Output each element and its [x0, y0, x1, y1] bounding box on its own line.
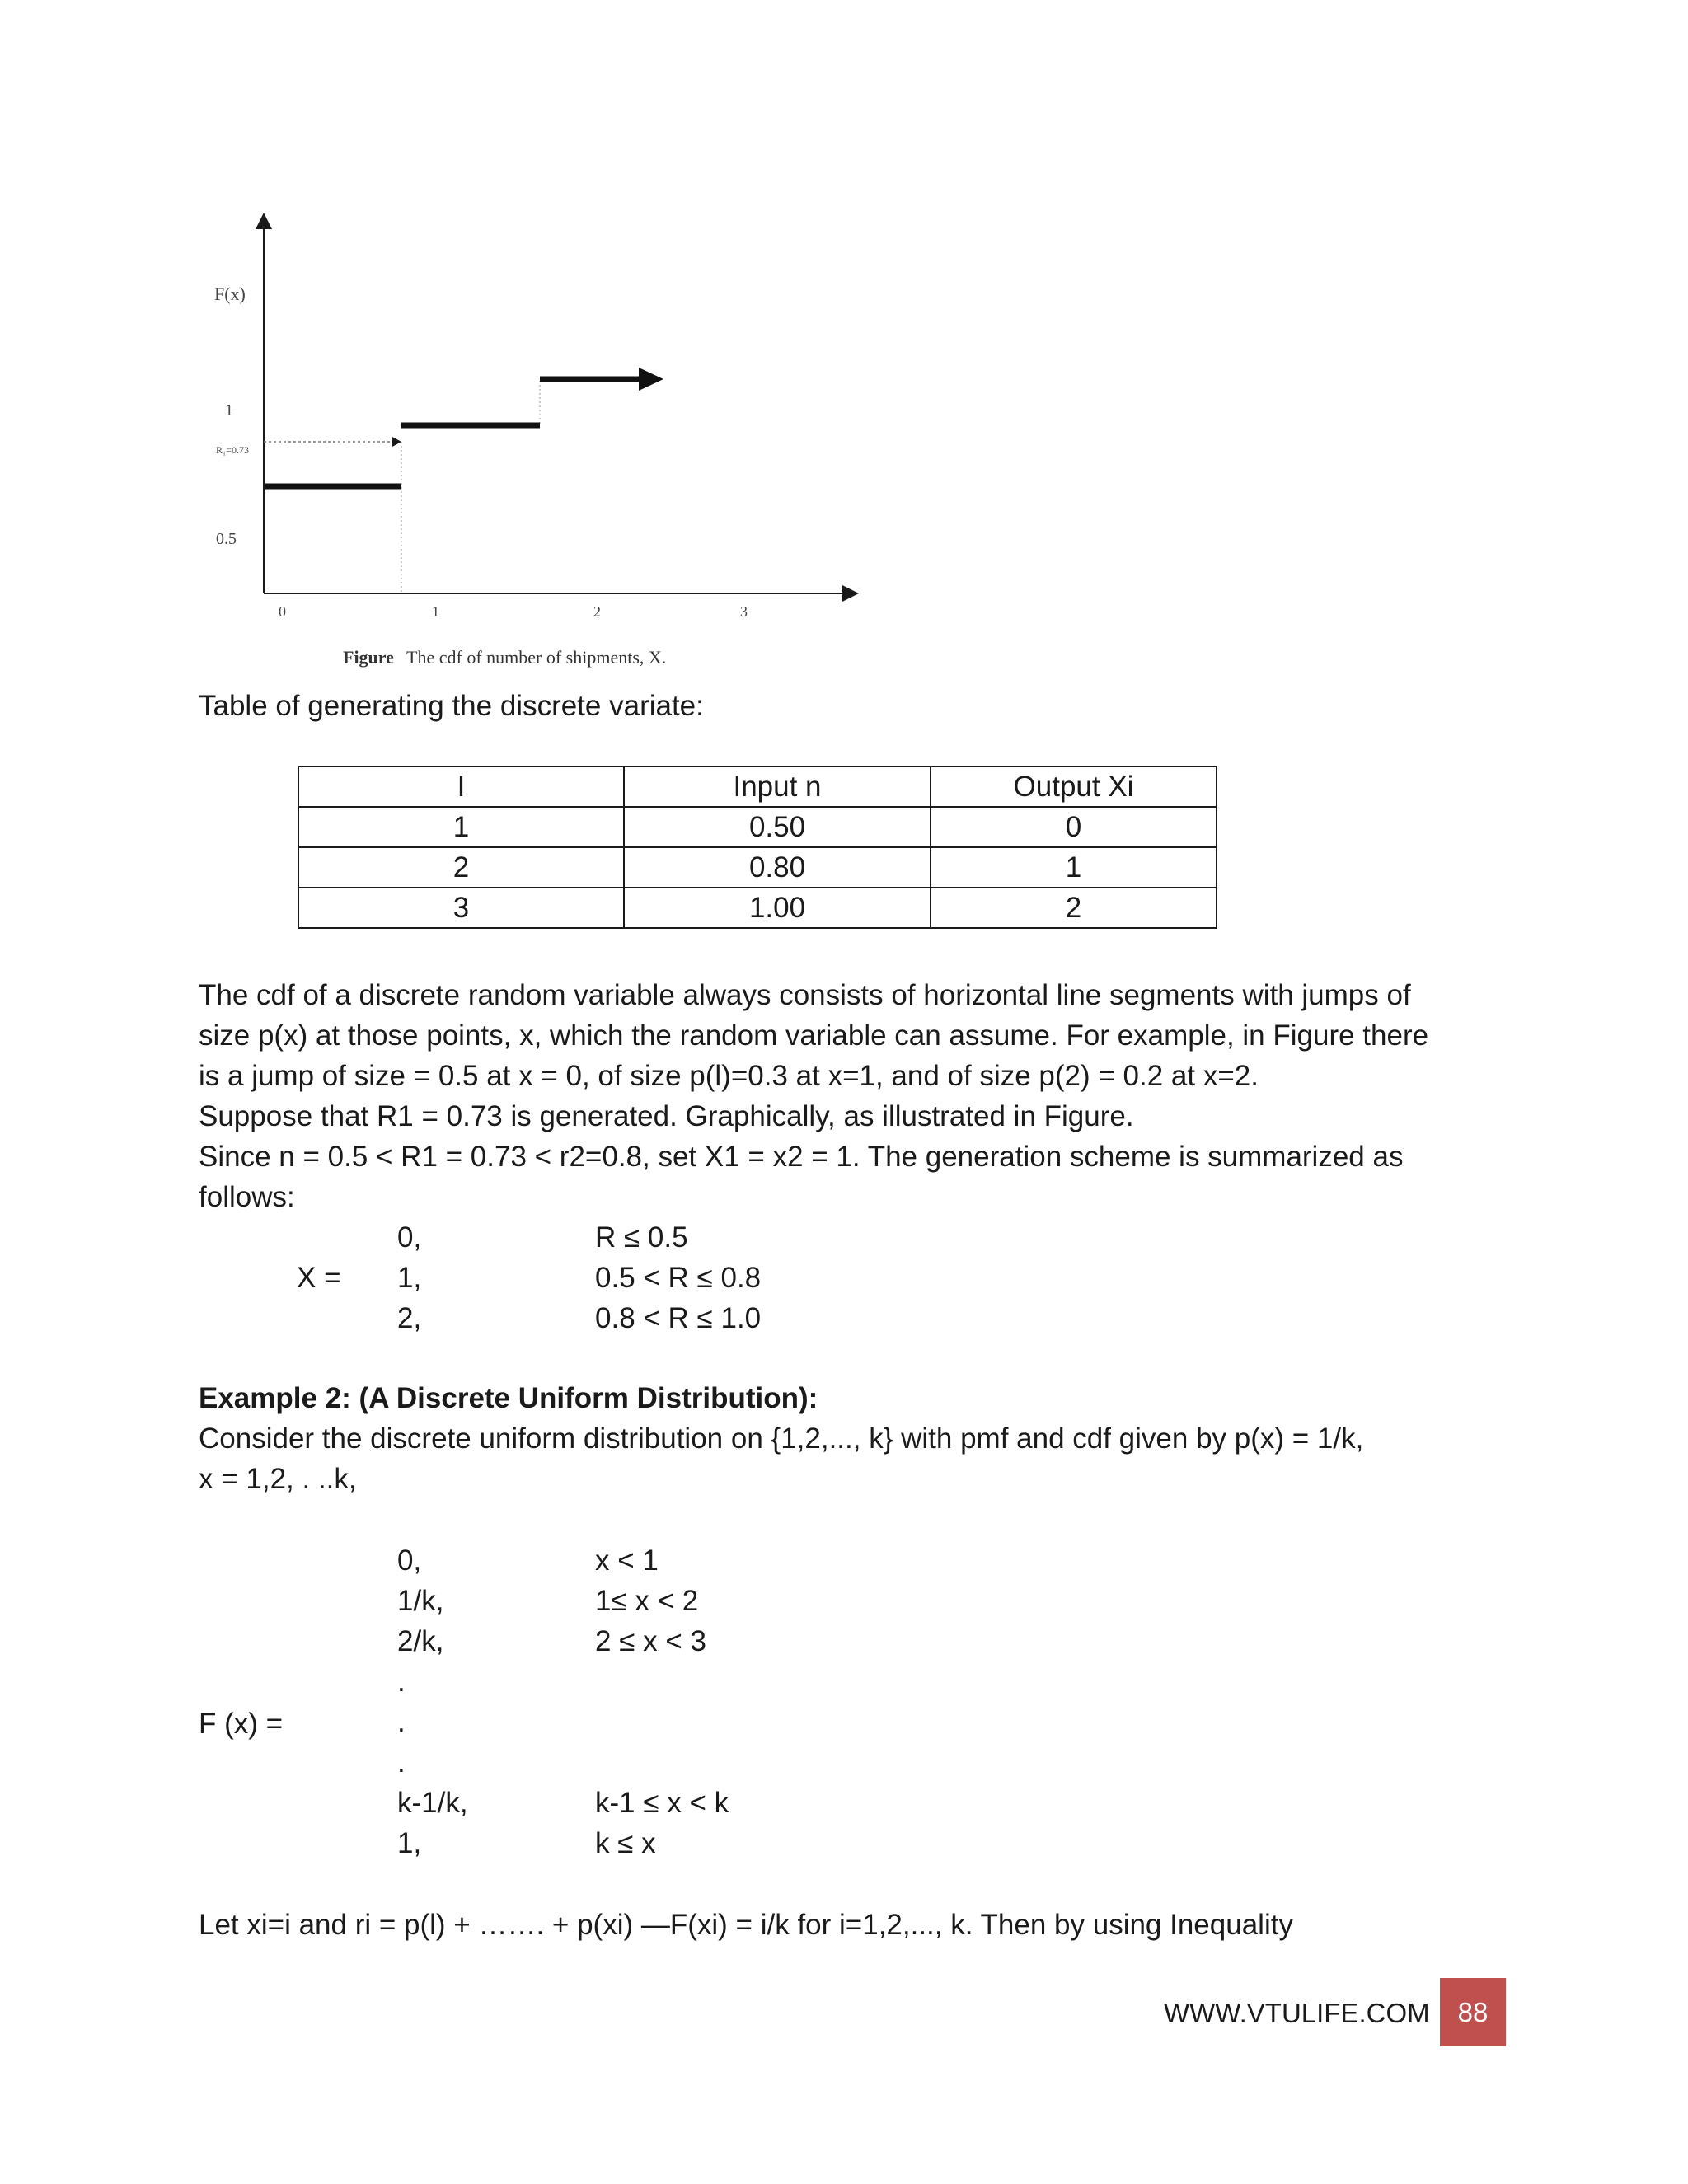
- cdf-uniform-values: [397, 1540, 468, 1863]
- cdf-value: .: [397, 1666, 406, 1698]
- paragraph-line: Since n = 0.5 < R1 = 0.73 < r2=0.8, set X1 = x2 = 1. The generation scheme is summarized as: [199, 1141, 1404, 1173]
- scheme-value: 1,: [397, 1262, 422, 1294]
- table-header-row: [298, 766, 1217, 807]
- table-header-output: Output Xi: [931, 766, 1217, 807]
- cdf-uniform-conditions: [595, 1540, 729, 1863]
- table-cell: 2: [298, 847, 624, 888]
- scheme-value: 0,: [397, 1221, 422, 1254]
- paragraph-1: [199, 975, 1428, 1217]
- cdf-value: .: [397, 1746, 406, 1779]
- example2-text: [199, 1418, 1363, 1499]
- cdf-value: k-1/k,: [397, 1787, 468, 1819]
- page-number-badge: [1440, 1978, 1506, 2046]
- scheme-condition: R ≤ 0.5: [595, 1221, 688, 1254]
- table-cell: 0.50: [624, 807, 931, 847]
- table-row: [298, 888, 1217, 928]
- table-cell: 0.80: [624, 847, 931, 888]
- table-cell: 2: [931, 888, 1217, 928]
- table-cell: 0: [931, 807, 1217, 847]
- cdf-condition: [595, 1661, 729, 1702]
- y-tick-1: 1: [225, 401, 233, 419]
- example2-title: Example 2: (A Discrete Uniform Distribution):: [199, 1382, 818, 1414]
- table-header-input: Input n: [624, 766, 931, 807]
- figure-caption-text: The cdf of number of shipments, X.: [406, 647, 667, 668]
- cdf-condition: [595, 1742, 729, 1783]
- x-tick-1: 1: [432, 603, 439, 620]
- paragraph-line: Suppose that R1 = 0.73 is generated. Graphically, as illustrated in Figure.: [199, 1100, 1134, 1132]
- cdf-condition: 2 ≤ x < 3: [595, 1625, 706, 1657]
- paragraph-line: The cdf of a discrete random variable always consists of horizontal line segments with jumps of: [199, 979, 1411, 1011]
- scheme-conditions: [595, 1217, 761, 1338]
- table-cell: 1.00: [624, 888, 931, 928]
- table-row: [298, 847, 1217, 888]
- step-segment-2-arrow: [639, 368, 663, 391]
- page-number: 88: [1457, 1996, 1489, 2027]
- cdf-value: .: [397, 1706, 406, 1738]
- generation-table: [298, 766, 1217, 929]
- cdf-condition: k ≤ x: [595, 1827, 656, 1859]
- x-tick-2: 2: [593, 603, 601, 620]
- closing-line: Let xi=i and ri = p(l) + ……. + p(xi) —F(xi) = i/k for i=1,2,..., k. Then by using Inequality: [199, 1909, 1293, 1941]
- footer-website[interactable]: WWW.VTULIFE.COM: [1164, 1998, 1430, 2028]
- paragraph-line: is a jump of size = 0.5 at x = 0, of size p(l)=0.3 at x=1, and of size p(2) = 0.2 at x=2.: [199, 1060, 1259, 1092]
- scheme-value: 2,: [397, 1302, 422, 1334]
- y-tick-r1: R₁=0.73: [216, 444, 249, 456]
- paragraph-line: size p(x) at those points, x, which the random variable can assume. For example, in Figure there: [199, 1019, 1429, 1052]
- paragraph-line: follows:: [199, 1181, 295, 1213]
- table-cell: 3: [298, 888, 624, 928]
- table-intro: Table of generating the discrete variate:: [199, 690, 704, 722]
- cdf-condition: k-1 ≤ x < k: [595, 1787, 729, 1819]
- table-header-i: I: [298, 766, 624, 807]
- cdf-uniform-lhs: F (x) =: [199, 1708, 284, 1740]
- figure-caption-label: Figure: [343, 647, 394, 668]
- table-cell: 1: [298, 807, 624, 847]
- cdf-value: 0,: [397, 1544, 422, 1577]
- example2-line: Consider the discrete uniform distribution on {1,2,..., k} with pmf and cdf given by p(x) = 1/k,: [199, 1422, 1364, 1455]
- x-tick-0: 0: [279, 603, 286, 620]
- table-cell: 1: [931, 847, 1217, 888]
- figure-caption: [343, 647, 666, 668]
- scheme-condition: 0.5 < R ≤ 0.8: [595, 1262, 762, 1294]
- scheme-condition: 0.8 < R ≤ 1.0: [595, 1302, 762, 1334]
- scheme-lhs: X =: [297, 1262, 341, 1294]
- x-tick-3: 3: [740, 603, 748, 620]
- cdf-value: 1/k,: [397, 1585, 444, 1617]
- y-tick-half: 0.5: [216, 530, 237, 548]
- cdf-condition: 1≤ x < 2: [595, 1585, 699, 1617]
- cdf-condition: [595, 1702, 729, 1742]
- cdf-value: 1,: [397, 1827, 422, 1859]
- y-axis-label: F(x): [214, 284, 246, 304]
- example2-line: x = 1,2, . ..k,: [199, 1463, 357, 1495]
- table-row: [298, 807, 1217, 847]
- cdf-condition: x < 1: [595, 1544, 659, 1577]
- scheme-values: [397, 1217, 421, 1338]
- cdf-figure: [198, 206, 874, 684]
- cdf-value: 2/k,: [397, 1625, 444, 1657]
- r1-guide-arrow: [392, 437, 401, 447]
